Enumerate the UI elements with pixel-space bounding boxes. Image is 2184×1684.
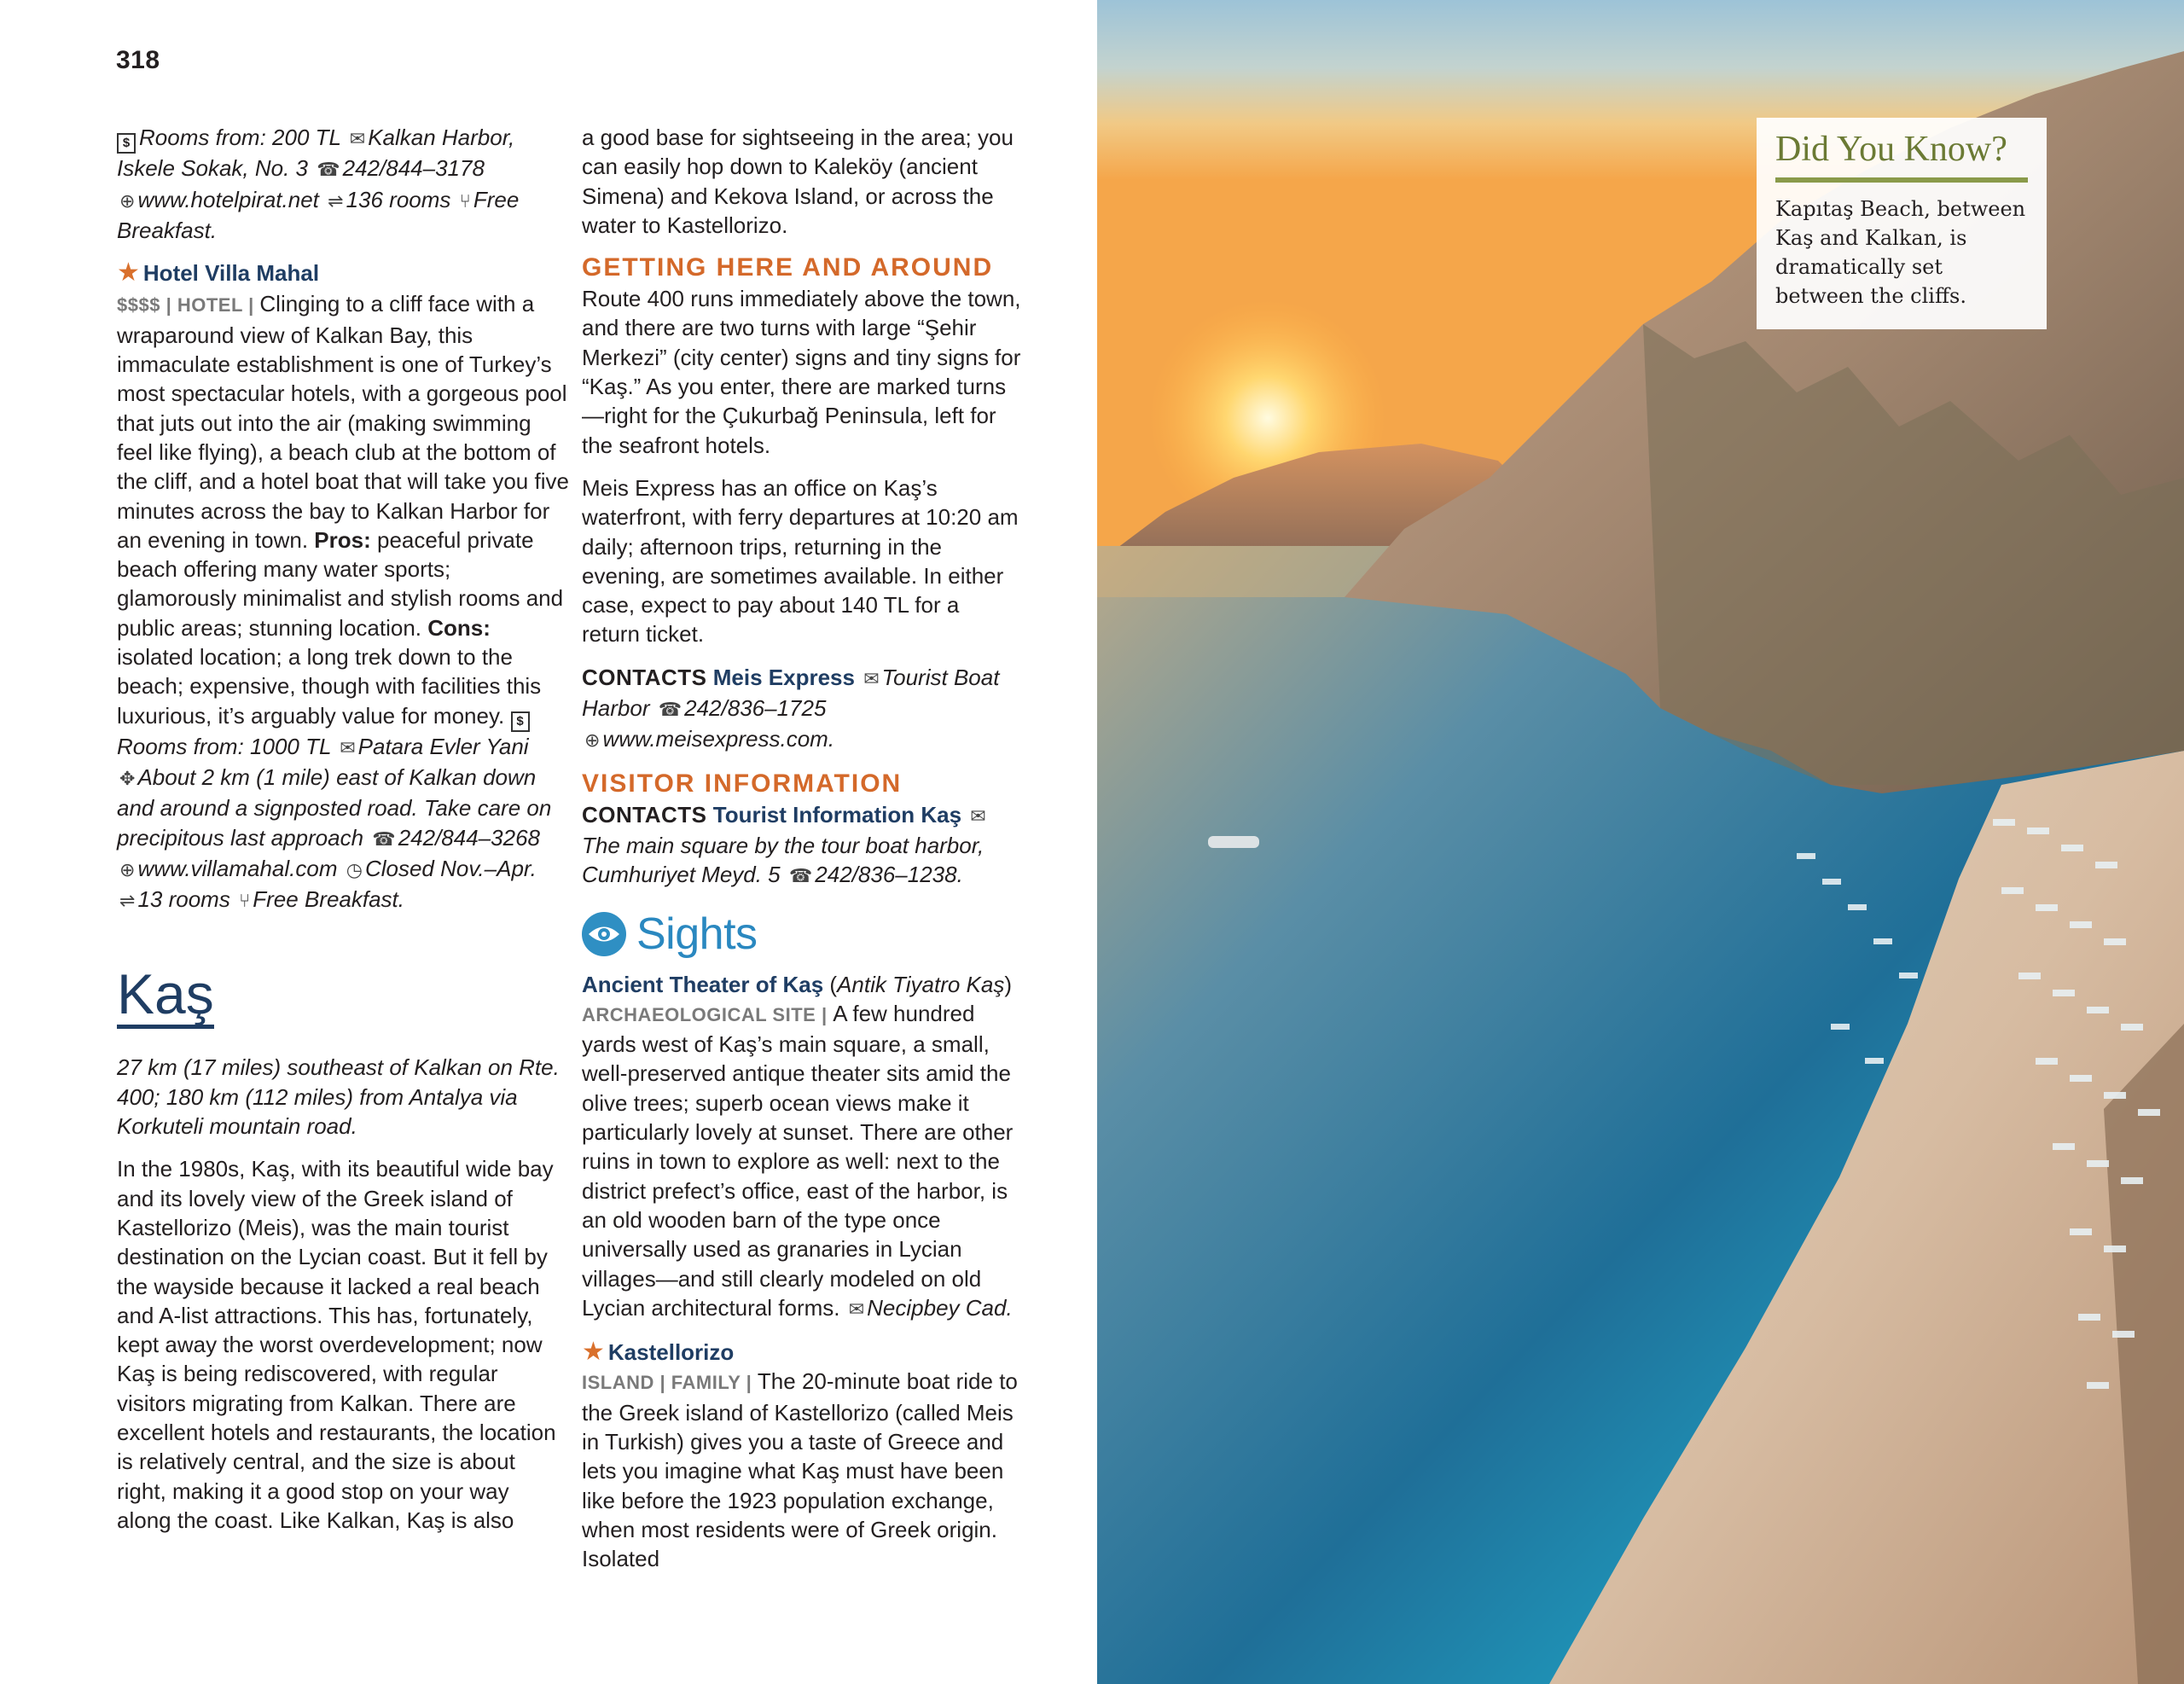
villa-closed: Closed Nov.–Apr. <box>364 855 537 881</box>
villa-mahal-description: Clinging to a cliff face with a wraparound view of Kalkan Bay, this immaculate establishment is one of Turkey’s most spectacular hotels, with a gorgeous pool that juts out into the air (making swimming feel like flying), a beach club at the bottom of the cliff, and a hotel boat that will take you five minutes across the bay to Kalkan Harbor for an evening in town. <box>117 291 569 553</box>
clock-icon: ◷ <box>346 858 363 880</box>
column-left <box>117 123 569 1548</box>
globe-icon: ⊕ <box>584 729 601 752</box>
bed-icon: ⇌ <box>119 890 136 912</box>
phone-icon: ☎ <box>317 159 340 181</box>
dollar-box-icon: $ <box>117 133 136 154</box>
villa-address: Patara Evler Yani <box>357 733 529 759</box>
villa-directions: About 2 km (1 mile) east of Kalkan down and around a signposted road. Take care on precipitous last approach <box>117 764 552 851</box>
sight-kastellorizo <box>582 1338 1022 1573</box>
kastellorizo-category-1: ISLAND <box>582 1372 654 1394</box>
phone-icon: ☎ <box>372 827 396 850</box>
dining-icon: ⑂ <box>459 189 471 212</box>
category-divider: | <box>160 294 177 316</box>
sights-heading <box>582 910 1022 958</box>
pros-text: peaceful private beach offering many water sports; glamorously minimalist and stylish rooms and public areas; stunning location. <box>117 526 564 641</box>
star-icon: ★ <box>117 258 140 287</box>
did-you-know-text: Kapıtaş Beach, between Kaş and Kalkan, is dramatically set between the cliffs. <box>1775 197 2026 308</box>
pirat-website[interactable]: www.hotelpirat.net <box>137 186 319 212</box>
contacts-label: CONTACTS <box>582 801 707 827</box>
bed-icon: ⇌ <box>328 189 344 212</box>
dollar-box-icon: $ <box>511 711 530 732</box>
envelope-icon: ✉ <box>970 804 986 827</box>
star-icon: ★ <box>582 1338 605 1367</box>
globe-icon: ⊕ <box>119 189 136 212</box>
villa-phone: 242/844–3268 <box>398 824 540 851</box>
theater-category: ARCHAEOLOGICAL SITE <box>582 1003 816 1025</box>
did-you-know-box <box>1757 118 2047 329</box>
kastellorizo-name: Kastellorizo <box>607 1339 735 1366</box>
kas-location: 27 km (17 miles) southeast of Kalkan on Rte. 400; 180 km (112 miles) from Antalya via Korkuteli mountain road. <box>117 1054 560 1140</box>
getting-here-heading: GETTING HERE AND AROUND <box>582 253 994 282</box>
getting-here-contacts <box>582 663 1022 756</box>
envelope-icon: ✉ <box>848 1298 865 1320</box>
direction-icon: ✥ <box>119 767 136 789</box>
contacts-label: CONTACTS <box>582 664 707 690</box>
kas-intro: In the 1980s, Kaş, with its beautiful wide bay and its lovely view of the Greek island of Kastellorizo (Meis), was the main tourist destination on the Lycian coast. But it fell by the wayside because it lacked a real beach and A-list attractions. This has, fortunately, kept away the worst overdevelopment; now Kaş is being rediscovered, with regular visitors migrating from Kalkan. There are excellent hotels and restaurants, the location is relatively central, and the size is about right, making it a good stop on your way along the coast. Like Kalkan, Kaş is also <box>117 1156 556 1533</box>
meis-website[interactable]: www.meisexpress.com. <box>602 726 835 752</box>
villa-meal: Free Breakfast. <box>253 886 404 913</box>
phone-icon: ☎ <box>658 699 682 721</box>
pirat-rooms: 136 rooms <box>346 186 451 212</box>
pirat-meal: Free Breakfast. <box>117 186 520 243</box>
meis-address: Tourist Boat Harbor <box>582 664 1000 722</box>
pirat-phone: 242/844–3178 <box>342 155 485 182</box>
globe-icon: ⊕ <box>119 858 136 880</box>
getting-here-p1: Route 400 runs immediately above the town, and there are two turns with large “Şehir Merkezi” (city center) signs and tiny signs for “Kaş.” As you enter, there are marked turns—right for the Çukurbağ Peninsula, left for the seafront hotels. <box>582 286 1021 458</box>
page-number: 318 <box>116 46 160 74</box>
meis-express-name: Meis Express <box>712 664 855 690</box>
theater-description: A few hundred yards west of Kaş’s main square, a small, well-preserved antique theater sits amid the olive trees; superb ocean views make it particularly lovely at sunset. There are other ruins in town to explore as well: next to the district prefect’s office, east of the harbor, is an old wooden barn of the type once universally used as granaries in Lycian villages—and still clearly modeled on old Lycian architectural forms. <box>582 1000 1014 1321</box>
kas-intro-continued: a good base for sightseeing in the area; you can easily hop down to Kaleköy (ancient Simena) and Kekova Island, or across the water to Kastellorizo. <box>582 125 1014 238</box>
sights-title: Sights <box>636 909 758 959</box>
villa-mahal-category: HOTEL <box>177 294 243 316</box>
kastellorizo-category-2: FAMILY <box>671 1372 741 1394</box>
category-divider: | <box>741 1372 758 1394</box>
meis-phone: 242/836–1725 <box>684 695 827 722</box>
category-divider: | <box>816 1003 834 1025</box>
pros-label: Pros: <box>314 526 371 553</box>
envelope-icon: ✉ <box>349 128 366 149</box>
pirat-address: Kalkan Harbor, Iskele Sokak, No. 3 <box>117 125 515 182</box>
visitor-info-contacts <box>582 800 1022 891</box>
did-you-know-title: Did You Know? <box>1775 128 2028 183</box>
category-divider: | <box>653 1372 671 1394</box>
hotel-pirat-details <box>117 123 569 245</box>
theater-alt-name: Antik Tiyatro Kaş <box>837 971 1005 997</box>
villa-mahal-name: Hotel Villa Mahal <box>142 260 320 287</box>
envelope-icon: ✉ <box>863 667 880 689</box>
villa-rooms: 13 rooms <box>137 886 230 913</box>
visitor-info-heading: VISITOR INFORMATION <box>582 769 903 798</box>
eye-icon <box>582 912 626 956</box>
theater-name: Ancient Theater of Kaş <box>582 971 824 997</box>
pirat-rooms-price: Rooms from: 200 TL <box>139 125 341 150</box>
kastellorizo-description: The 20-minute boat ride to the Greek island of Kastellorizo (called Meis in Turkish) gives you a taste of Greece and lets you imagine what Kaş must have been like before the 1923 population exchange, when most residents were of Greek origin. Isolated <box>582 1368 1018 1572</box>
villa-mahal-entry <box>117 258 569 915</box>
villa-rooms-price: Rooms from: 1000 TL <box>117 733 331 759</box>
dining-icon: ⑂ <box>239 890 251 912</box>
getting-here-p2: Meis Express has an office on Kaş’s waterfront, with ferry departures at 10:20 am daily; afternoon trips, returning in the evening, are sometimes available. In either case, expect to pay about 140 TL for a return ticket. <box>582 474 1019 647</box>
sight-ancient-theater: Ancient Theater of Kaş (Antik Tiyatro Kaş) ARCHAEOLOGICAL SITE | A few hundred yards west of Kaş’s main square, a small, well-preserved antique theater sits amid the olive trees; superb ocean views make it particularly lovely at sunset. There are other ruins in town to explore as well: next to the district prefect’s office, east of the harbor, is an old wooden barn of the type once universally used as granaries in Lycian villages—and still clearly modeled on old Lycian architectural forms. ✉ Necipbey Cad. <box>582 971 1014 1321</box>
cons-text: isolated location; a long trek down to the beach; expensive, though with facilities this luxurious, it’s arguably value for money. <box>117 644 542 729</box>
tourist-info-name: Tourist Information Kaş <box>712 801 962 827</box>
town-heading-kas: Kaş <box>117 963 214 1029</box>
column-middle <box>582 123 1022 1587</box>
tourist-info-address: The main square by the tour boat harbor, Cumhuriyet Meyd. 5 <box>582 832 985 888</box>
theater-address: Necipbey Cad. <box>867 1294 1013 1321</box>
category-divider: | <box>242 294 260 316</box>
tourist-info-phone: 242/836–1238. <box>815 862 963 888</box>
villa-mahal-price: $$$$ <box>117 294 160 316</box>
envelope-icon: ✉ <box>340 736 356 758</box>
cons-label: Cons: <box>427 614 491 641</box>
phone-icon: ☎ <box>788 865 813 887</box>
villa-website[interactable]: www.villamahal.com <box>137 855 338 881</box>
